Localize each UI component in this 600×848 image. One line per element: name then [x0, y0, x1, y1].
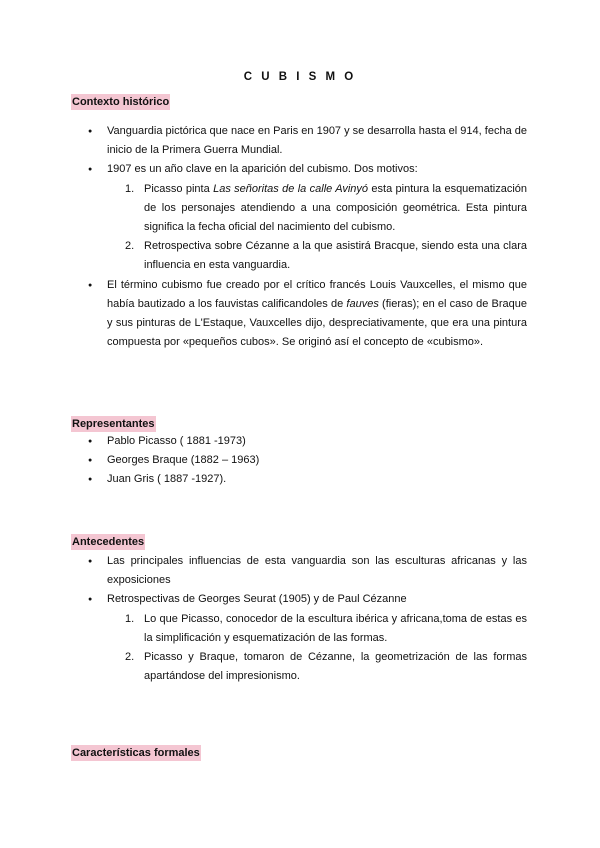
list-item — [71, 276, 527, 353]
numbered-item — [71, 180, 527, 238]
heading-caracteristicas-formales: Características formales — [72, 747, 200, 759]
list-item: ● Georges Braque (1882 – 1963) — [71, 451, 527, 470]
item-number: 2. — [125, 651, 135, 664]
item-text: (fieras); en el caso de Braque y sus pinturas de L'Estaque, Vauxcelles dijo, despreciativamente, que era una pintura compuesta por «pequeños cubos». Se originó así el concepto de «cubismo». — [107, 297, 527, 349]
item-text: esta pintura la esquematización de los personajes atendiendo a una composición geométrica. Esta pintura significa la fecha oficial del nacimiento del cubismo. — [144, 182, 527, 234]
item-text: Lo que Picasso, conocedor de la escultura ibérica y africana,toma de estas es la simplificación y esquematización de las formas. — [144, 612, 527, 644]
numbered-item — [71, 610, 527, 648]
item-text: Picasso pinta — [144, 182, 214, 195]
list-representantes — [71, 432, 527, 490]
list-item: ● Retrospectivas de Georges Seurat (1905) y de Paul Cézanne — [71, 590, 527, 609]
item-number: 1. — [125, 612, 135, 625]
list-contexto — [71, 122, 527, 352]
item-number: 1. — [125, 182, 135, 195]
item-text: Retrospectiva sobre Cézanne a la que asistirá Bracque, siendo esta una clara influencia en esta vanguardia. — [144, 240, 527, 272]
heading-contexto-historico: Contexto histórico — [72, 96, 170, 108]
list-item: ● 1907 es un año clave en la aparición del cubismo. Dos motivos: — [71, 160, 527, 179]
list-item: ● Vanguardia pictórica que nace en Paris en 1907 y se desarrolla hasta el 914, fecha de inicio de la Primera Guerra Mundial. — [71, 122, 527, 160]
numbered-item — [71, 237, 527, 275]
artwork-title: Las señoritas de la calle Avinyó — [213, 182, 369, 195]
numbered-item — [71, 648, 527, 686]
item-text: El término cubismo fue creado por el crítico francés Louis Vauxcelles, el mismo que había bautizado a los fauvistas calificandoles de — [107, 278, 527, 310]
heading-antecedentes: Antecedentes — [72, 536, 145, 548]
emphasis-text: fauves — [346, 297, 379, 310]
item-text: Picasso y Braque, tomaron de Cézanne, la geometrización de las formas apartándose del impresionismo. — [144, 651, 527, 683]
list-item: ● Las principales influencias de esta vanguardia son las esculturas africanas y las exposiciones — [71, 552, 527, 590]
item-number: 2. — [125, 240, 135, 253]
list-antecedentes — [71, 552, 527, 686]
list-item: ● Pablo Picasso ( 1881 -1973) — [71, 432, 527, 451]
list-item: ● Juan Gris ( 1887 -1927). — [71, 470, 527, 489]
heading-representantes: Representantes — [72, 418, 155, 430]
page-title: C U B I S M O — [243, 71, 357, 83]
